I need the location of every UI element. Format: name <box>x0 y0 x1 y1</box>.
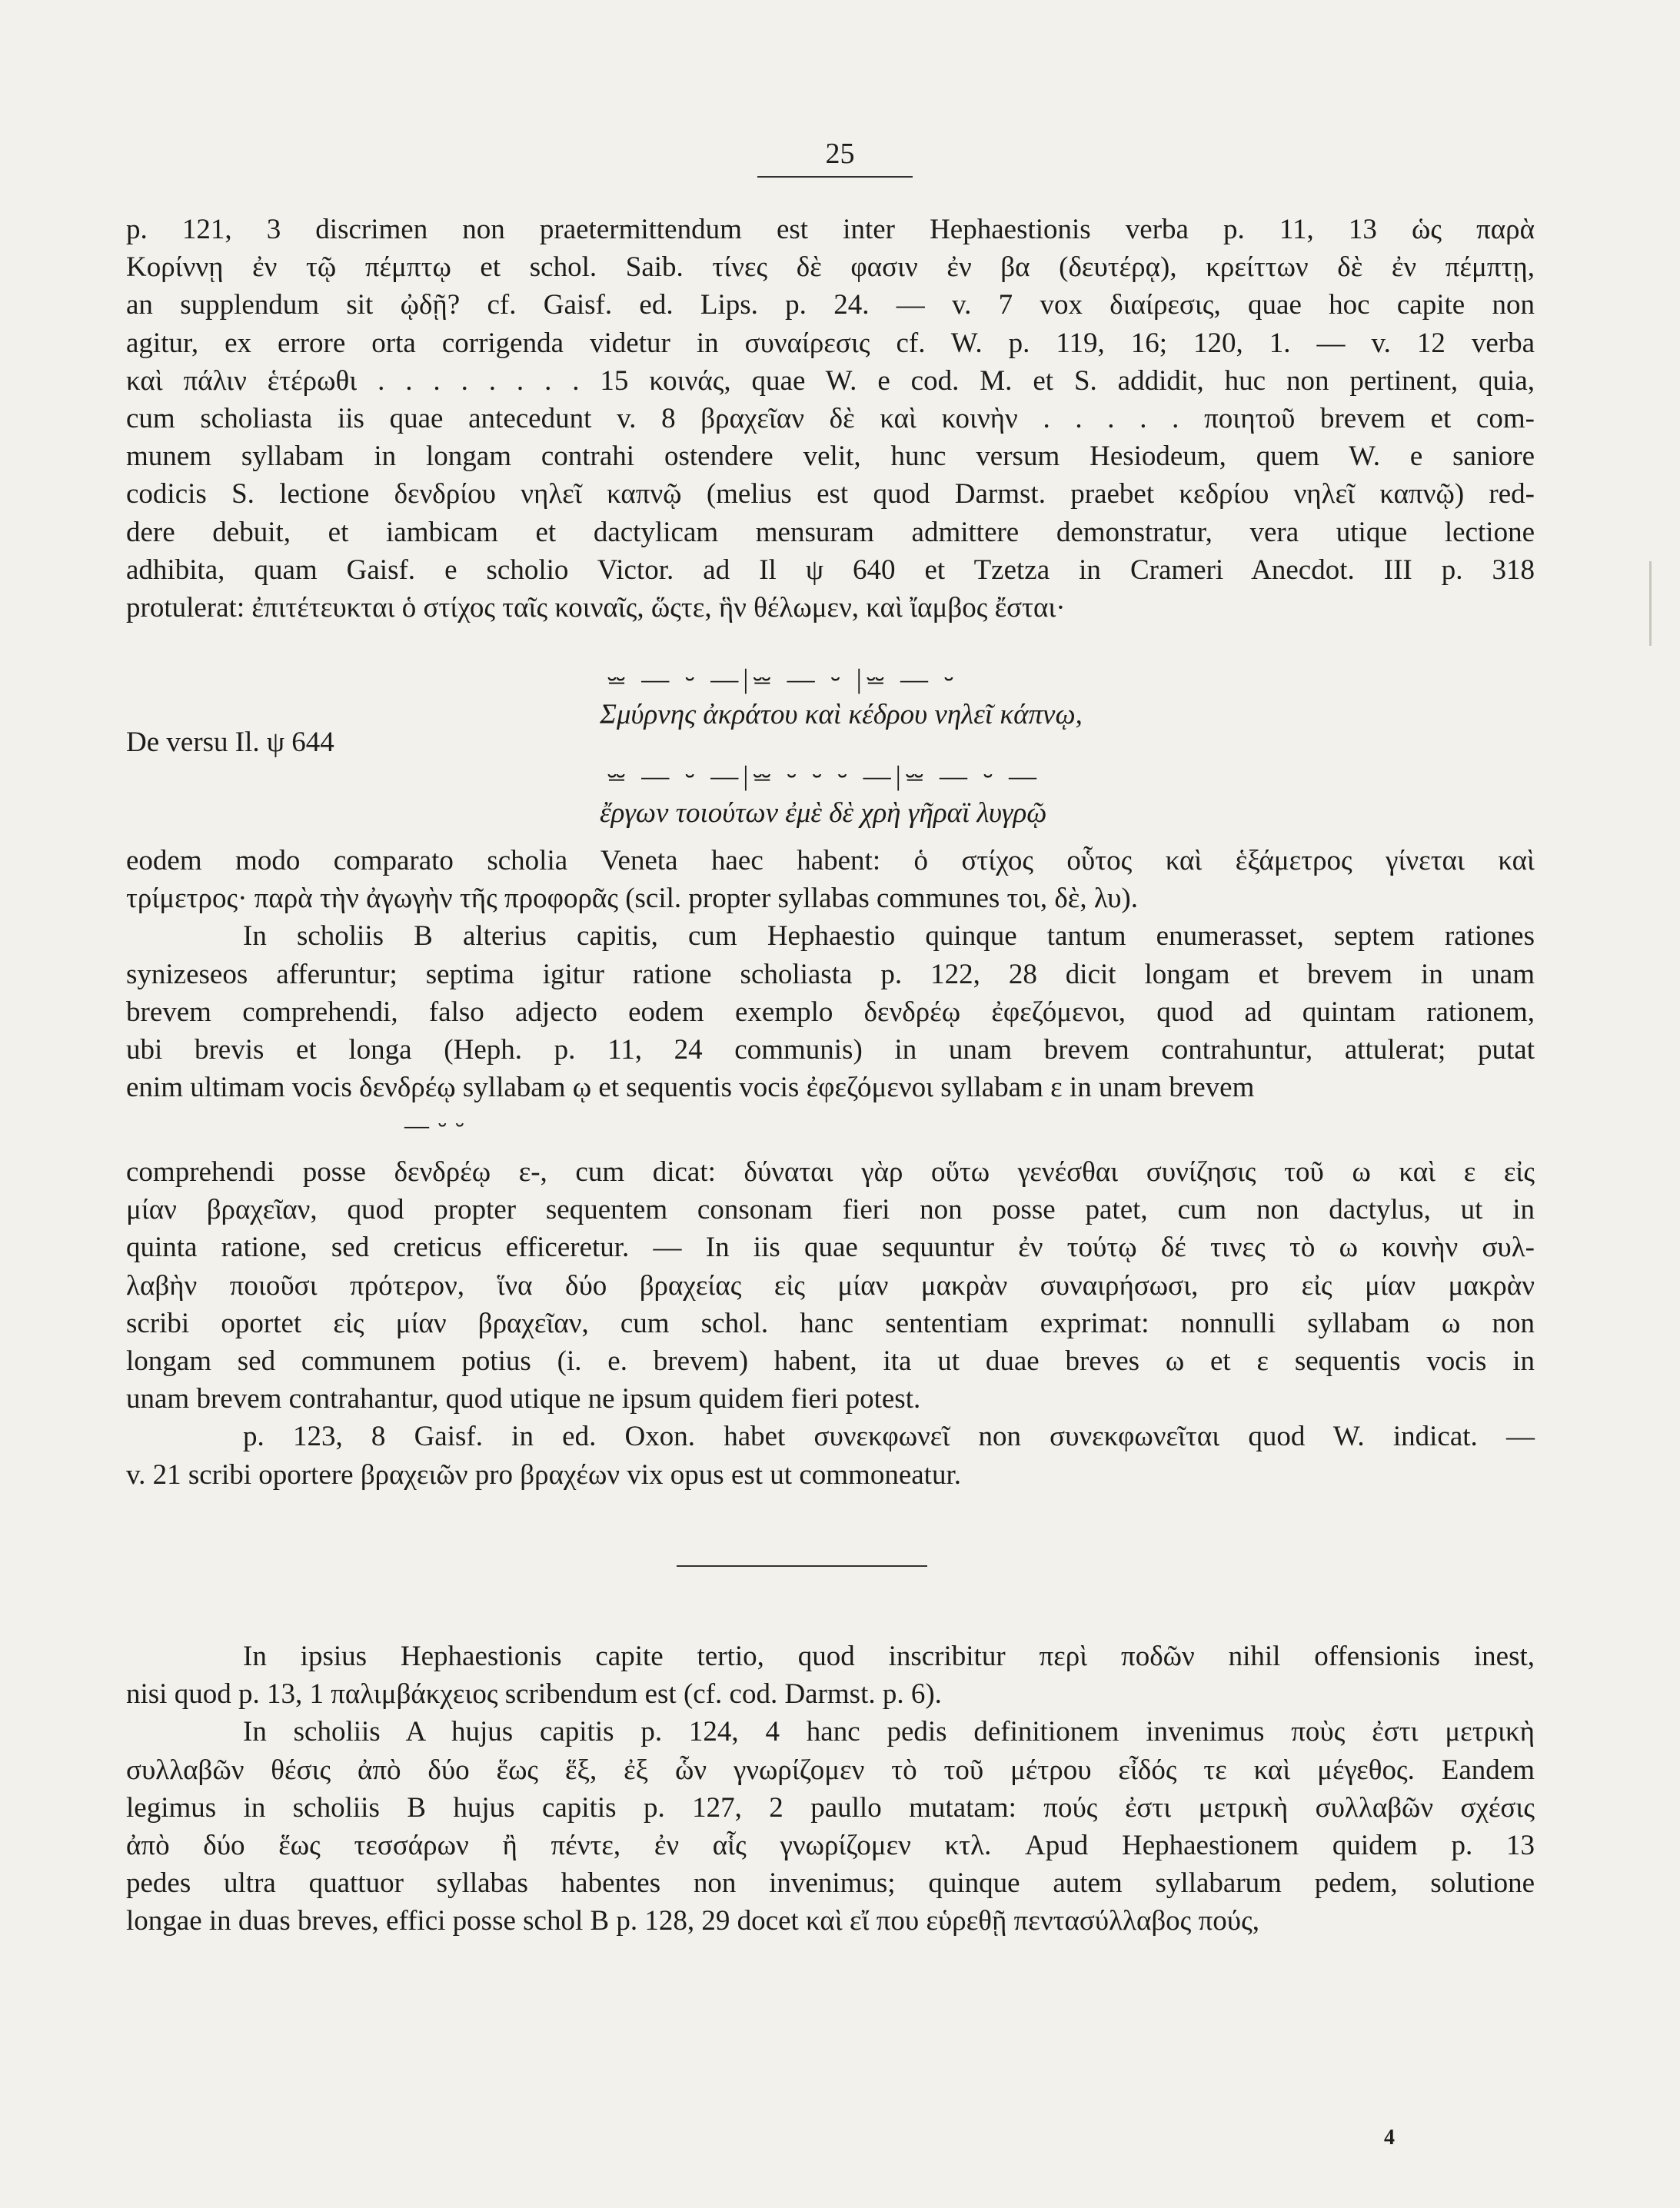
verse-line-1: Σμύρνης ἀκράτου καὶ κέδρου νηλεῖ κάπνῳ, <box>600 699 1083 730</box>
text-line: p. 123, 8 Gaisf. in ed. Oxon. habet συνεκφωνεῖ non συνεκφωνεῖται quod W. indicat. — <box>243 1421 1535 1453</box>
text-line: ubi brevis et longa (Heph. p. 11, 24 communis) in unam brevem contrahuntur, attulerat; putat <box>126 1034 1535 1066</box>
text-line: p. 121, 3 discrimen non praetermittendum est inter Hephaestionis verba p. 11, 13 ὡς παρὰ <box>126 214 1535 245</box>
text-line: longam sed communem potius (i. e. brevem) habent, ita ut duae breves ω et ε sequentis vocis in <box>126 1345 1535 1378</box>
page-number: 25 <box>825 138 855 170</box>
text-line: In scholiis B alterius capitis, cum Hephaestio quinque tantum enumerasset, septem rationes <box>243 920 1535 953</box>
text-line: protulerat: ἐπιτέτευκται ὁ στίχος ταῖς κοιναῖς, ὥςτε, ἣν θέλωμεν, καὶ ἴαμβος ἔσται· <box>126 592 1066 624</box>
text-line: dere debuit, et iambicam et dactylicam mensuram admittere demonstratur, vera utique lectione <box>126 516 1535 548</box>
text-line: longae in duas breves, effici posse schol B p. 128, 29 docet καὶ εἴ που εὑρεθῇ πεντασύλλαβος πούς, <box>126 1905 1259 1937</box>
text-line: codicis S. lectione δενδρίου νηλεῖ καπνῷ (melius est quod Darmst. praebet κεδρίου νηλεῖ καπνῷ) red- <box>126 478 1535 510</box>
text-line: enim ultimam vocis δενδρέῳ syllabam ῳ et sequentis vocis ἐφεζόμενοι syllabam ε in unam brevem <box>126 1072 1255 1104</box>
text-line: nisi quod p. 13, 1 παλιμβάκχειος scribendum est (cf. cod. Darmst. p. 6). <box>126 1678 942 1711</box>
text-line: unam brevem contrahantur, quod utique ne ipsum quidem fieri potest. <box>126 1383 921 1415</box>
signature-mark: 4 <box>1384 2126 1395 2150</box>
text-line: In ipsius Hephaestionis capite tertio, quod inscribitur περὶ ποδῶν nihil offensionis inest, <box>243 1641 1535 1672</box>
paragraph-block-1 <box>126 211 1535 627</box>
text-line: ἀπὸ δύο ἕως τεσσάρων ἢ πέντε, ἐν αἷς γνωρίζομεν κτλ. Apud Hephaestionem quidem p. 13 <box>126 1830 1535 1862</box>
header-rule <box>757 176 913 178</box>
meter-scheme-2: ⏕ — ⏑ —|⏕ ⏑ ⏑ ⏑ —|⏕ — ⏑ — <box>607 760 1042 791</box>
text-line: an supplendum sit ᾠδῇ? cf. Gaisf. ed. Lips. p. 24. — v. 7 vox διαίρεσις, quae hoc capite non <box>126 289 1535 321</box>
page-edge-mark <box>1649 561 1652 646</box>
paragraph-block-3 <box>126 1153 1535 1494</box>
text-line: λαβὴν ποιοῦσι πρότερον, ἵνα δύο βραχείας εἰς μίαν μακρὰν συναιρήσωσι, pro εἰς μίαν μακρὰν <box>126 1269 1535 1302</box>
verse-label: De versu Il. ψ 644 <box>126 727 334 758</box>
text-line: synizeseos afferuntur; septima igitur ratione scholiasta p. 122, 28 dicit longam et brevem in unam <box>126 958 1535 990</box>
text-line: quinta ratione, sed creticus efficeretur. — In iis quae sequuntur ἐν τούτῳ δέ τινες τὸ ω κοινὴν συλ- <box>126 1232 1535 1264</box>
text-line: eodem modo comparato scholia Veneta haec habent: ὁ στίχος οὗτος καὶ ἑξάμετρος γίνεται καὶ <box>126 845 1535 876</box>
text-line: legimus in scholiis B hujus capitis p. 127, 2 paullo mutatam: πούς ἐστι μετρικὴ συλλαβῶν σχέσις <box>126 1791 1535 1824</box>
text-line: μίαν βραχεῖαν, quod propter sequentem consonam fieri non posse patet, cum non dactylus, ut in <box>126 1194 1535 1226</box>
text-line: comprehendi posse δενδρέῳ ε-, cum dicat: δύναται γὰρ οὕτω γενέσθαι συνίζησις τοῦ ω καὶ ε εἰς <box>126 1156 1535 1188</box>
text-line: cum scholiasta iis quae antecedunt v. 8 βραχεῖαν δὲ καὶ κοινὴν . . . . . ποιητοῦ brevem et com- <box>126 403 1535 435</box>
text-line: καὶ πάλιν ἑτέρωθι . . . . . . . . 15 κοινάς, quae W. e cod. M. et S. addidit, huc non pertinent, quia, <box>126 364 1535 397</box>
text-line: adhibita, quam Gaisf. e scholio Victor. ad Il ψ 640 et Tzetza in Crameri Anecdot. III p. 318 <box>126 554 1535 586</box>
section-rule <box>677 1565 927 1567</box>
prosody-mark: — ⏑ ⏑ <box>404 1111 466 1139</box>
text-line: munem syllabam in longam contrahi ostendere velit, hunc versum Hesiodeum, quem W. e saniore <box>126 441 1535 473</box>
text-line: scribi oportet εἰς μίαν βραχεῖαν, cum schol. hanc sententiam exprimat: nonnulli syllabam ω non <box>126 1307 1535 1339</box>
text-line: brevem comprehendi, falso adjecto eodem exemplo δενδρέῳ ἐφεζόμενοι, quod ad quintam rationem, <box>126 996 1535 1028</box>
text-line: τρίμετρος· παρὰ τὴν ἀγωγὴν τῆς προφορᾶς (scil. propter syllabas communes τοι, δὲ, λυ). <box>126 883 1138 915</box>
text-line: pedes ultra quattuor syllabas habentes non invenimus; quinque autem syllabarum pedem, solutione <box>126 1867 1535 1900</box>
text-line: Κορίννῃ ἐν τῷ πέμπτῳ et schol. Saib. τίνες δὲ φασιν ἐν βα (δευτέρᾳ), κρείττων δὲ ἐν πέμπτῃ, <box>126 251 1535 284</box>
text-line: συλλαβῶν θέσις ἀπὸ δύο ἕως ἕξ, ἐξ ὧν γνωρίζομεν τὸ τοῦ μέτρου εἶδός τε καὶ μέγεθος. Eandem <box>126 1754 1535 1786</box>
paragraph-block-4 <box>126 1638 1535 1940</box>
verse-line-2: ἔργων τοιούτων ἐμὲ δὲ χρὴ γῆραϊ λυγρῷ <box>600 797 1047 829</box>
meter-scheme-1: ⏕ — ⏑ —|⏕ — ⏑ |⏕ — ⏑ <box>607 663 959 694</box>
text-line: agitur, ex errore orta corrigenda videtur in συναίρεσις cf. W. p. 119, 16; 120, 1. — v. 12 verba <box>126 327 1535 359</box>
text-line: v. 21 scribi oportere βραχειῶν pro βραχέων vix opus est ut commoneatur. <box>126 1458 961 1491</box>
paragraph-block-2 <box>126 842 1535 1106</box>
text-line: In scholiis A hujus capitis p. 124, 4 hanc pedis definitionem invenimus ποὺς ἐστι μετρικὴ <box>243 1716 1535 1748</box>
